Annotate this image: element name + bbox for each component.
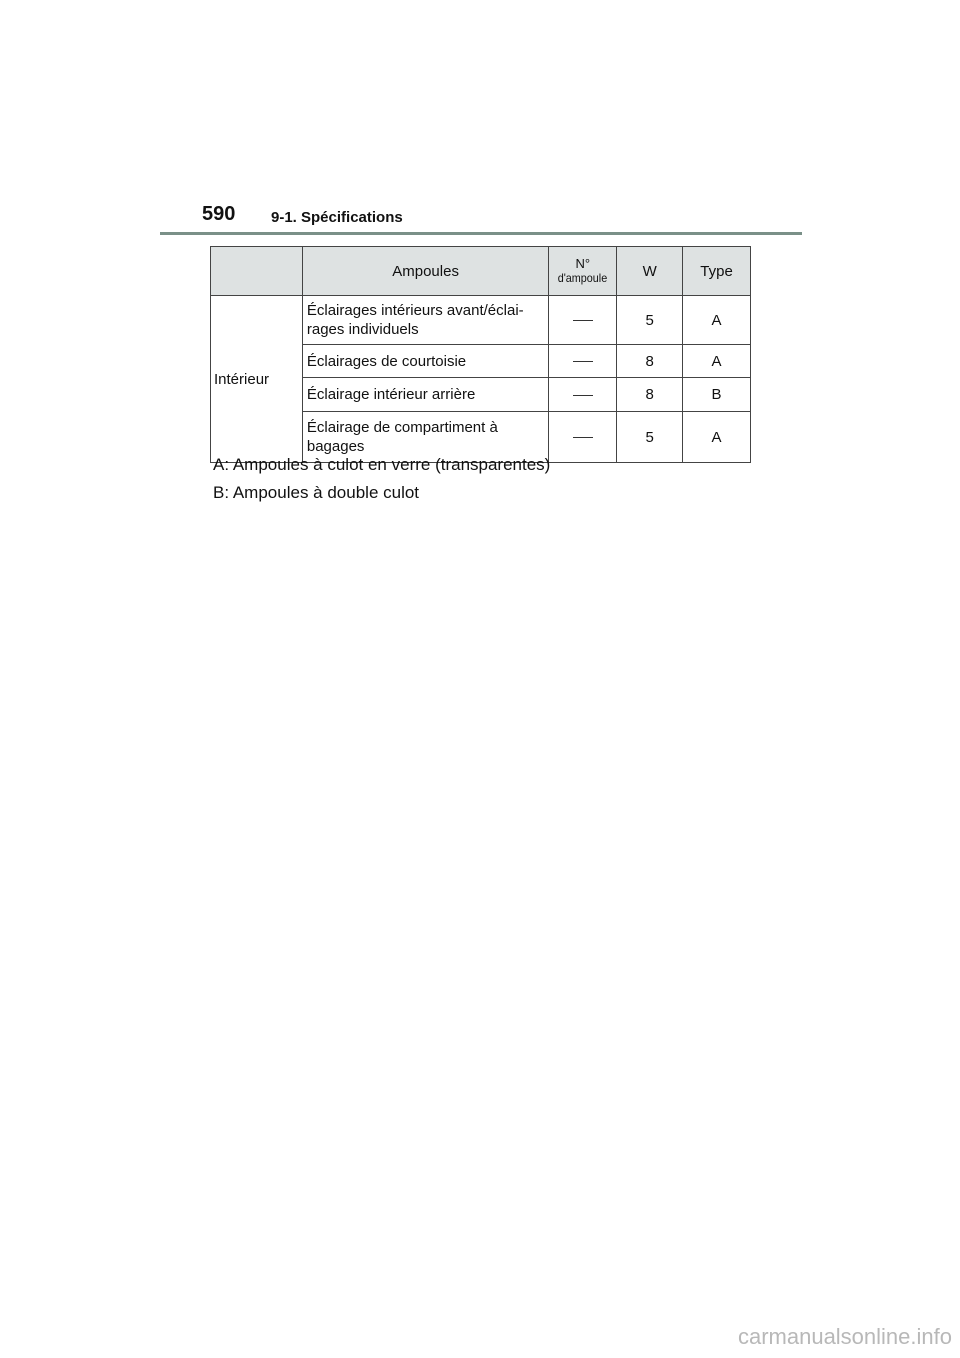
type-cell: A — [683, 296, 751, 345]
bulb-specifications-table — [210, 246, 751, 463]
watts-cell: 8 — [617, 345, 683, 378]
page-header — [160, 200, 802, 236]
dash-mark — [573, 361, 593, 362]
table-header-row — [211, 247, 751, 296]
bulb-name-line2: rages individuels — [306, 321, 419, 338]
type-cell: A — [683, 345, 751, 378]
bulb-number-cell — [549, 345, 617, 378]
column-header-ampoules: Ampoules — [302, 247, 548, 296]
watts-cell: 8 — [617, 378, 683, 412]
bulb-number-cell — [549, 378, 617, 412]
type-cell: A — [683, 412, 751, 463]
column-header-bulb-number — [549, 247, 617, 296]
type-cell: B — [683, 378, 751, 412]
column-header-type: Type — [683, 247, 751, 296]
dash-mark — [573, 320, 593, 321]
bulb-name-line1: Éclairages intérieurs avant/éclai- — [306, 302, 524, 319]
bulb-number-cell — [549, 412, 617, 463]
section-title: 9-1. Spécifications — [271, 209, 403, 226]
bulb-name: Éclairages de courtoisie — [302, 345, 548, 378]
bulb-name — [302, 296, 548, 345]
bulb-name-line1: Éclairage de compartiment à — [306, 419, 498, 436]
page-number: 590 — [202, 203, 236, 225]
group-label-interieur: Intérieur — [211, 296, 303, 463]
column-header-group — [211, 247, 303, 296]
watermark: carmanualsonline.info — [737, 1324, 952, 1349]
footnote-b: B: Ampoules à double culot — [213, 483, 420, 502]
column-header-bulb-number-line2: d'ampoule — [558, 271, 608, 285]
column-header-bulb-number-line1: N° — [575, 256, 591, 271]
column-header-watts: W — [617, 247, 683, 296]
dash-mark — [573, 395, 593, 396]
watts-cell: 5 — [617, 296, 683, 345]
footnotes — [213, 456, 550, 512]
bulb-number-cell — [549, 296, 617, 345]
bulb-name: Éclairage intérieur arrière — [302, 378, 548, 412]
footnote-a: A: Ampoules à culot en verre (transparentes) — [213, 455, 551, 474]
dash-mark — [573, 437, 593, 438]
header-divider — [160, 232, 802, 235]
table-row — [211, 296, 751, 345]
watts-cell: 5 — [617, 412, 683, 463]
bulb-name-line2: bagages — [306, 438, 365, 455]
